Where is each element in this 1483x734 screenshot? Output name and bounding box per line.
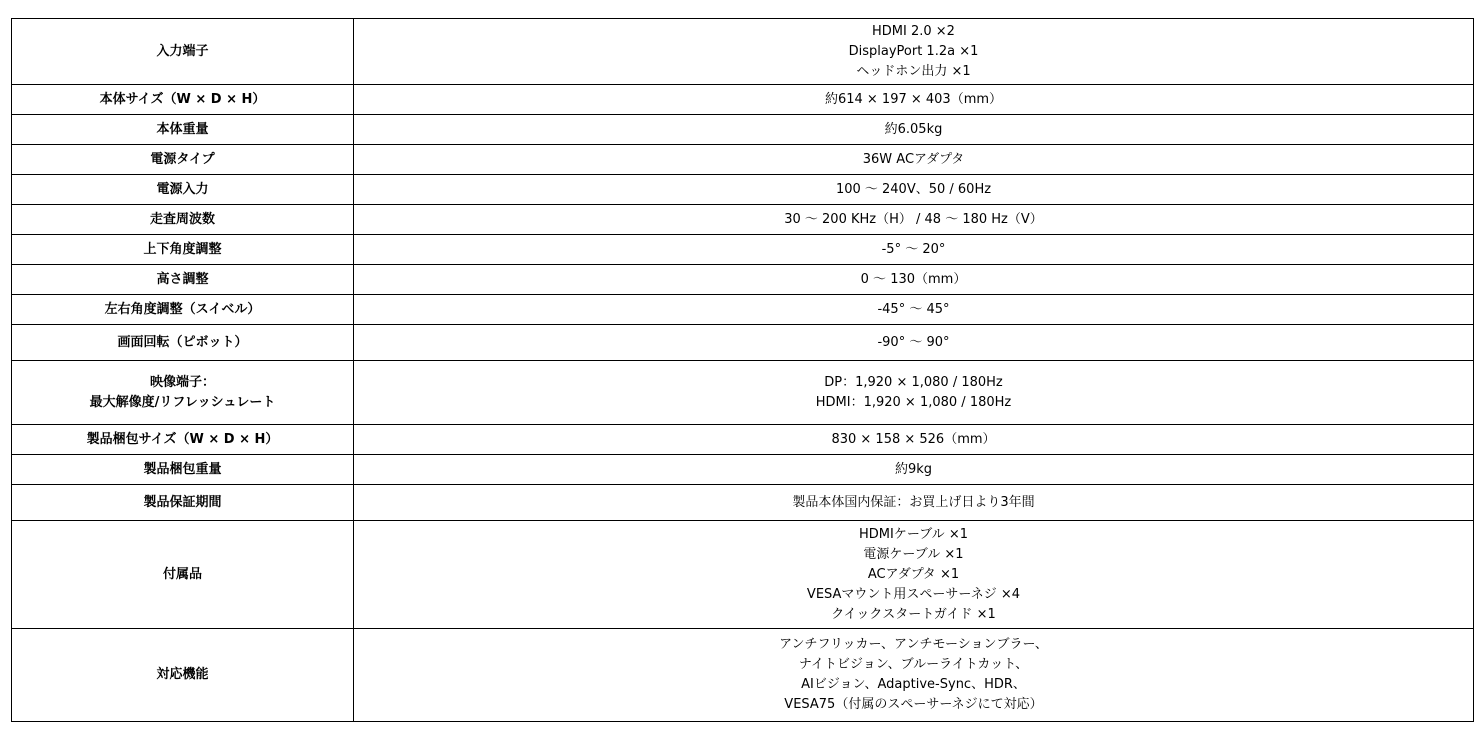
spec-value: VESAマウント用スペーサーネジ ×4 bbox=[806, 586, 1021, 602]
spec-label-cell bbox=[12, 325, 354, 361]
spec-value: VESA75（付属のスペーサーネジにて対応） bbox=[784, 697, 1043, 712]
spec-label: 本体重量 bbox=[156, 121, 209, 137]
spec-label: 製品保証期間 bbox=[143, 494, 222, 510]
spec-label-cell bbox=[12, 455, 354, 485]
spec-value-cell bbox=[354, 19, 1474, 85]
spec-value-cell bbox=[354, 325, 1474, 361]
spec-value-cell bbox=[354, 205, 1474, 235]
spec-value: 0 ～ 130（mm） bbox=[860, 271, 967, 287]
spec-row bbox=[12, 455, 1474, 485]
spec-label: 電源タイプ bbox=[150, 151, 215, 167]
spec-label-cell bbox=[12, 145, 354, 175]
spec-value: 約6.05kg bbox=[884, 121, 943, 137]
spec-value-cell bbox=[354, 175, 1474, 205]
spec-value-cell bbox=[354, 455, 1474, 485]
spec-label-cell bbox=[12, 265, 354, 295]
spec-row bbox=[12, 295, 1474, 325]
spec-value-cell bbox=[354, 85, 1474, 115]
spec-value: 製品本体国内保証：お買上げ日より3年間 bbox=[792, 494, 1035, 510]
spec-label-cell bbox=[12, 521, 354, 629]
spec-row bbox=[12, 361, 1474, 425]
spec-row bbox=[12, 115, 1474, 145]
spec-value-cell bbox=[354, 295, 1474, 325]
spec-row bbox=[12, 205, 1474, 235]
spec-row bbox=[12, 325, 1474, 361]
spec-value: HDMI：1,920 × 1,080 / 180Hz bbox=[815, 394, 1012, 410]
spec-value: -90° ～ 90° bbox=[877, 334, 950, 350]
spec-row bbox=[12, 145, 1474, 175]
spec-label-cell bbox=[12, 361, 354, 425]
spec-value: -5° ～ 20° bbox=[881, 241, 946, 257]
spec-value-cell bbox=[354, 361, 1474, 425]
spec-value: AIビジョン、Adaptive-Sync、HDR、 bbox=[801, 677, 1026, 692]
spec-row bbox=[12, 85, 1474, 115]
spec-value: HDMI 2.0 ×2 bbox=[872, 23, 955, 39]
spec-value: 約9kg bbox=[894, 461, 933, 477]
spec-label: 最大解像度/リフレッシュレート bbox=[89, 394, 276, 410]
spec-value: ナイトビジョン、ブルーライトカット、 bbox=[798, 657, 1029, 672]
spec-value-cell bbox=[354, 235, 1474, 265]
spec-value-cell bbox=[354, 115, 1474, 145]
spec-value: 電源ケーブル ×1 bbox=[863, 546, 964, 562]
spec-label-cell bbox=[12, 85, 354, 115]
spec-label: 高さ調整 bbox=[156, 271, 209, 287]
spec-value-cell bbox=[354, 265, 1474, 295]
spec-value: HDMIケーブル ×1 bbox=[859, 526, 968, 542]
spec-label-cell bbox=[12, 19, 354, 85]
spec-label: 製品梱包重量 bbox=[143, 461, 222, 477]
spec-label: 製品梱包サイズ（W × D × H） bbox=[86, 431, 279, 447]
spec-label-cell bbox=[12, 485, 354, 521]
spec-row bbox=[12, 629, 1474, 722]
spec-row bbox=[12, 425, 1474, 455]
spec-value-cell bbox=[354, 629, 1474, 722]
spec-label-cell bbox=[12, 235, 354, 265]
spec-row bbox=[12, 235, 1474, 265]
spec-value-cell bbox=[354, 485, 1474, 521]
spec-label: 左右角度調整（スイベル） bbox=[104, 301, 261, 317]
spec-label-cell bbox=[12, 629, 354, 722]
spec-row bbox=[12, 19, 1474, 85]
spec-value: 約614 × 197 × 403（mm） bbox=[824, 91, 1003, 107]
spec-label-cell bbox=[12, 425, 354, 455]
spec-row bbox=[12, 485, 1474, 521]
spec-value-cell bbox=[354, 145, 1474, 175]
spec-label: 対応機能 bbox=[156, 667, 209, 682]
spec-value: ACアダプタ ×1 bbox=[867, 566, 960, 582]
spec-label: 上下角度調整 bbox=[143, 241, 222, 257]
spec-value: 30 ～ 200 KHz（H） / 48 ～ 180 Hz（V） bbox=[784, 211, 1043, 227]
spec-label: 本体サイズ（W × D × H） bbox=[99, 91, 266, 107]
spec-label: 入力端子 bbox=[156, 43, 209, 59]
spec-label: 付属品 bbox=[162, 566, 202, 582]
spec-label: 電源入力 bbox=[156, 181, 209, 197]
spec-value: クイックスタートガイド ×1 bbox=[831, 606, 996, 622]
spec-label: 映像端子： bbox=[149, 374, 215, 390]
spec-label: 走査周波数 bbox=[149, 211, 215, 227]
spec-value: アンチフリッカー、アンチモーションブラー、 bbox=[779, 637, 1048, 652]
spec-value: DisplayPort 1.2a ×1 bbox=[848, 43, 979, 59]
spec-value: -45° ～ 45° bbox=[877, 301, 950, 317]
spec-label-cell bbox=[12, 295, 354, 325]
spec-value: 100 ～ 240V、50 / 60Hz bbox=[835, 181, 992, 197]
spec-value: DP：1,920 × 1,080 / 180Hz bbox=[824, 374, 1003, 390]
spec-value: 36W ACアダプタ bbox=[862, 151, 965, 167]
spec-table-body bbox=[12, 19, 1474, 722]
spec-value-cell bbox=[354, 425, 1474, 455]
spec-row bbox=[12, 265, 1474, 295]
spec-label-cell bbox=[12, 115, 354, 145]
spec-label: 画面回転（ピボット） bbox=[117, 334, 248, 350]
spec-row bbox=[12, 175, 1474, 205]
spec-row bbox=[12, 521, 1474, 629]
spec-table bbox=[11, 18, 1474, 722]
spec-value: ヘッドホン出力 ×1 bbox=[856, 63, 971, 79]
spec-value: 830 × 158 × 526（mm） bbox=[831, 431, 996, 447]
spec-value-cell bbox=[354, 521, 1474, 629]
spec-label-cell bbox=[12, 175, 354, 205]
spec-label-cell bbox=[12, 205, 354, 235]
